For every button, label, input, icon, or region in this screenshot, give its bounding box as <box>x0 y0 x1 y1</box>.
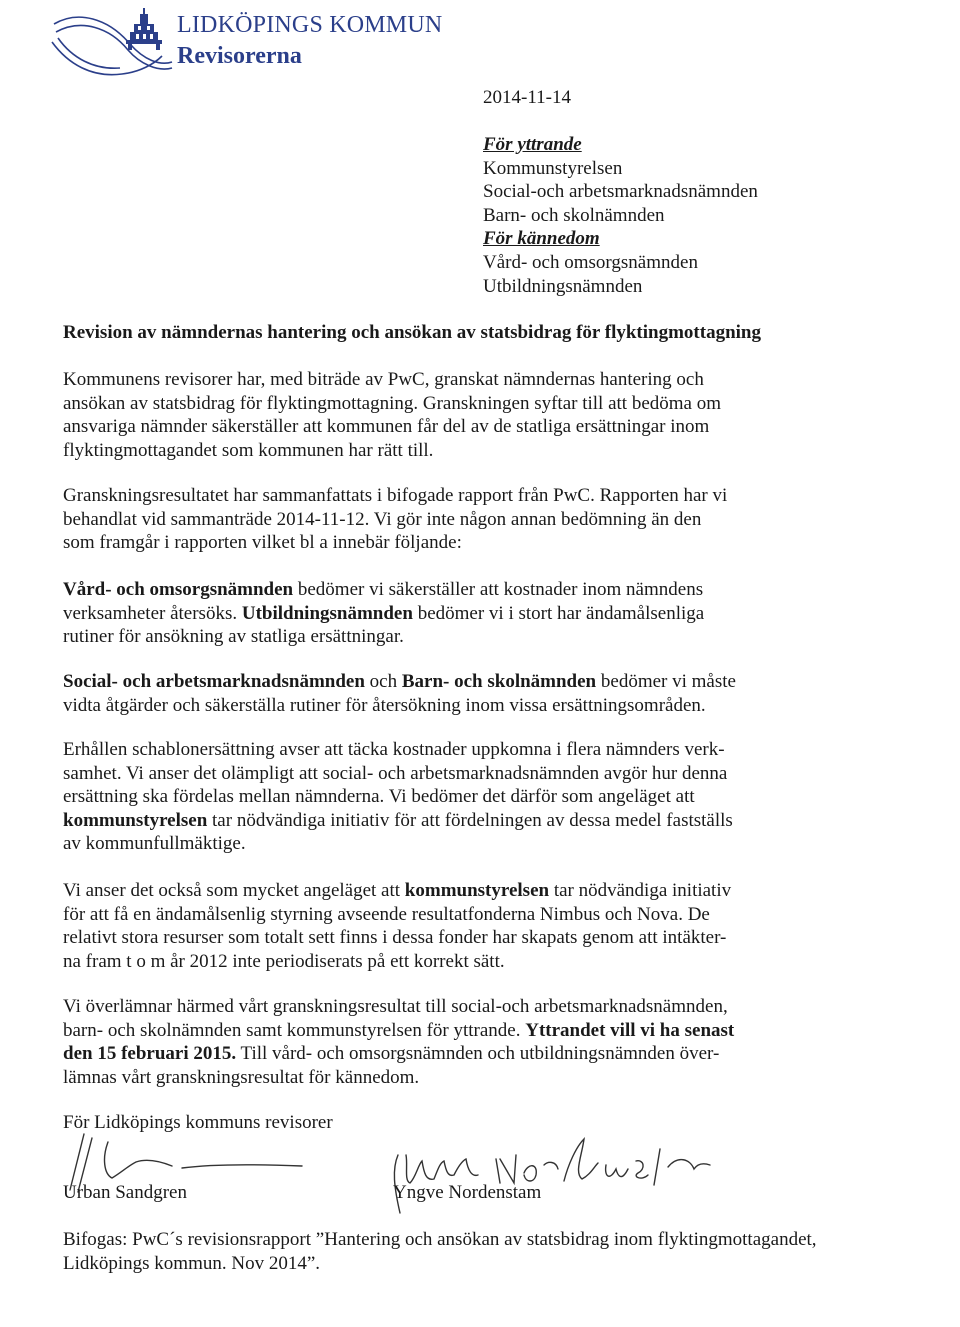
text-run: lämnas vårt granskningsresultat för kännedom. <box>63 1066 420 1088</box>
paragraph-line <box>63 694 853 718</box>
document-subject: Revision av nämndernas hantering och ansökan av statsbidrag för flyktingmottagning <box>63 322 761 343</box>
body-paragraph <box>63 738 853 856</box>
body-paragraph <box>63 879 853 973</box>
text-run: behandlat vid sammanträde 2014-11-12. Vi gör inte någon annan bedömning än den <box>63 508 702 530</box>
text-run: tar nödvändiga initiativ för att fördelningen av dessa medel fastställs <box>207 809 733 831</box>
text-run: vidta åtgärder och säkerställa rutiner för återsökning inom vissa ersättningsområden. <box>63 694 706 716</box>
body-paragraph <box>63 670 853 717</box>
paragraph-line <box>63 508 853 532</box>
paragraph-line <box>63 439 853 463</box>
attachment-note <box>63 1228 817 1275</box>
body-paragraph <box>63 578 853 649</box>
paragraph-line <box>63 762 853 786</box>
paragraph-line <box>63 1066 853 1090</box>
closing-line: För Lidköpings kommuns revisorer <box>63 1112 333 1133</box>
recipient-heading: För yttrande <box>483 134 582 155</box>
text-run: ansvariga nämnder säkerställer att kommunen får del av de statliga ersättningar inom <box>63 416 710 438</box>
recipient-item: Kommunstyrelsen <box>483 157 623 179</box>
paragraph-line <box>63 484 853 508</box>
body-paragraph <box>63 368 853 462</box>
bold-text: Vård- och omsorgsnämnden <box>63 579 294 600</box>
municipality-logo <box>48 4 176 86</box>
recipient-item: Social-och arbetsmarknadsnämnden <box>483 181 758 203</box>
text-run: bedömer vi måste <box>596 671 736 692</box>
paragraph-line <box>63 926 853 950</box>
paragraph-line <box>63 531 853 555</box>
signer-name: Yngve Nordenstam <box>393 1182 542 1203</box>
organization-department: Revisorerna <box>177 43 302 69</box>
paragraph-line <box>63 1019 853 1043</box>
text-run: rutiner för ansökning av statliga ersättningar. <box>63 626 404 648</box>
paragraph-line <box>63 625 853 649</box>
text-run: och <box>364 671 402 692</box>
bold-text: den 15 februari 2015. <box>63 1043 237 1065</box>
text-run: av kommunfullmäktige. <box>63 833 246 855</box>
text-run: tar nödvändiga initiativ <box>549 880 732 901</box>
paragraph-line <box>63 1042 853 1066</box>
text-run: verksamheter återsöks. <box>63 602 242 624</box>
recipient-item: Vård- och omsorgsnämnden <box>483 251 698 273</box>
text-run: Vi anser det också som mycket angeläget att <box>63 880 405 901</box>
body-paragraph <box>63 995 853 1089</box>
bold-text: Utbildningsnämnden <box>241 602 413 624</box>
text-run: bedömer vi i stort har ändamålsenliga <box>412 602 705 624</box>
recipient-item: Barn- och skolnämnden <box>483 204 665 226</box>
text-run: Granskningsresultatet har sammanfattats i bifogade rapport från PwC. Rapporten har vi <box>63 485 728 506</box>
paragraph-line <box>63 785 853 809</box>
paragraph-line <box>63 950 853 974</box>
bold-text: kommunstyrelsen <box>63 809 208 831</box>
text-run: Kommunens revisorer har, med biträde av PwC, granskat nämndernas hantering och <box>63 369 704 390</box>
paragraph-line <box>63 738 853 762</box>
text-run: ansökan av statsbidrag för flyktingmottagning. Granskningen syftar till att bedöma om <box>63 392 722 414</box>
bold-text: Barn- och skolnämnden <box>401 671 597 692</box>
paragraph-line <box>63 903 853 927</box>
signer-name: Urban Sandgren <box>63 1182 187 1203</box>
paragraph-line <box>63 578 853 602</box>
recipient-list <box>483 133 758 298</box>
paragraph-line <box>63 602 853 626</box>
bold-text: Yttrandet vill vi ha senast <box>525 1019 735 1041</box>
paragraph-line <box>63 368 853 392</box>
recipient-heading: För kännedom <box>483 228 600 250</box>
bold-text: kommunstyrelsen <box>404 880 550 901</box>
attachment-line: Lidköpings kommun. Nov 2014”. <box>63 1252 321 1274</box>
text-run: relativt stora resurser som totalt sett finns i dessa fonder har skapats genom att intäkter- <box>63 927 727 949</box>
text-run: Vi överlämnar härmed vårt granskningsresultat till social-och arbetsmarknadsnämnden, <box>63 996 728 1017</box>
paragraph-line <box>63 832 853 856</box>
body-paragraph <box>63 484 853 555</box>
paragraph-line <box>63 809 853 833</box>
text-run: för att få en ändamålsenlig styrning avseende resultatfonderna Nimbus och Nova. De <box>63 903 710 925</box>
paragraph-line <box>63 392 853 416</box>
paragraph-line <box>63 879 853 903</box>
text-run: na fram t o m år 2012 inte periodiserats på ett korrekt sätt. <box>63 950 505 972</box>
attachment-line: Bifogas: PwC´s revisionsrapport ”Hantering och ansökan av statsbidrag inom flyktingmottagandet, <box>63 1229 817 1250</box>
text-run: som framgår i rapporten vilket bl a innebär följande: <box>63 532 462 554</box>
text-run: samhet. Vi anser det olämpligt att social- och arbetsmarknadsnämnden avgör hur denna <box>63 762 728 784</box>
text-run: barn- och skolnämnden samt kommunstyrelsen för yttrande. <box>63 1019 526 1041</box>
paragraph-line <box>63 415 853 439</box>
paragraph-line <box>63 670 853 694</box>
document-date: 2014-11-14 <box>483 87 571 108</box>
text-run: flyktingmottagandet som kommunen har rätt till. <box>63 439 434 461</box>
organization-name: LIDKÖPINGS KOMMUN <box>177 12 443 38</box>
recipient-item: Utbildningsnämnden <box>483 275 643 297</box>
text-run: bedömer vi säkerställer att kostnader inom nämndens <box>293 579 704 600</box>
text-run: Erhållen schablonersättning avser att täcka kostnader uppkomna i flera nämnders verk- <box>63 739 725 760</box>
text-run: Till vård- och omsorgsnämnden och utbildningsnämnden över- <box>236 1043 720 1065</box>
text-run: ersättning ska fördelas mellan nämnderna. Vi bedömer det därför som angeläget att <box>63 786 695 808</box>
paragraph-line <box>63 995 853 1019</box>
bold-text: Social- och arbetsmarknadsnämnden <box>63 671 365 692</box>
